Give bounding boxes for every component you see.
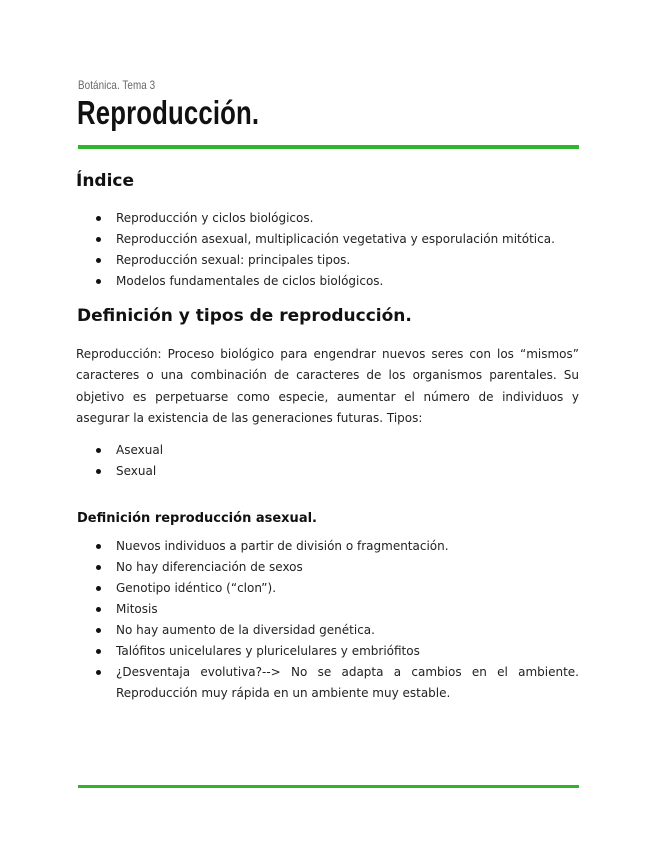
subject-label: Botánica. Tema 3 [78,78,156,92]
list-item-text: Mitosis [116,602,158,616]
list-item [96,440,579,461]
list-item [96,620,579,641]
footer-divider [78,785,579,788]
list-item-text: Talófitos unicelulares y pluricelulares y embriófitos [116,644,420,658]
bullet-icon [96,258,101,263]
list-item [96,208,579,229]
list-item-text: ¿Desventaja evolutiva?--> No se adapta a cambios en el ambiente. Reproducción muy rápida en un ambiente muy estable. [116,665,579,700]
bullet-icon [96,628,101,633]
bullet-icon [96,469,101,474]
list-item [96,599,579,620]
list-item [96,578,579,599]
list-item [96,557,579,578]
list-item-text: Reproducción asexual, multiplicación vegetativa y esporulación mitótica. [116,232,555,246]
bullet-icon [96,607,101,612]
bullet-icon [96,216,101,221]
bullet-icon [96,586,101,591]
list-item-text: Reproducción y ciclos biológicos. [116,211,314,225]
definition-paragraph: Reproducción: Proceso biológico para engendrar nuevos seres con los “mismos” caracteres o una combinación de caracteres de los organismos parentales. Su objetivo es perpetuarse como especie, aumentar el número de individuos y asegurar la existencia de las generaciones futuras. Tipos: [76,347,579,425]
list-item [96,271,579,292]
page-title: Reproducción. [77,94,260,131]
list-item [96,229,579,250]
definition-heading: Definición y tipos de reproducción. [77,306,412,326]
list-item [96,662,579,704]
types-list [96,440,579,482]
bullet-icon [96,237,101,242]
list-item-text: Nuevos individuos a partir de división o fragmentación. [116,539,449,553]
bullet-icon [96,565,101,570]
list-item [96,536,579,557]
bullet-icon [96,279,101,284]
list-item [96,641,579,662]
list-item-text: No hay diferenciación de sexos [116,560,303,574]
list-item [96,461,579,482]
list-item-text: Sexual [116,464,157,478]
bullet-icon [96,448,101,453]
asexual-heading: Definición reproducción asexual. [77,511,317,526]
asexual-list [96,536,579,704]
bullet-icon [96,544,101,549]
index-list [96,208,579,292]
list-item [96,250,579,271]
index-heading: Índice [76,171,135,191]
header-divider [78,145,579,149]
bullet-icon [96,670,101,675]
list-item-text: No hay aumento de la diversidad genética. [116,623,375,637]
list-item-text: Reproducción sexual: principales tipos. [116,253,351,267]
bullet-icon [96,649,101,654]
list-item-text: Modelos fundamentales de ciclos biológicos. [116,274,384,288]
list-item-text: Asexual [116,443,164,457]
list-item-text: Genotipo idéntico (“clon”). [116,581,277,595]
